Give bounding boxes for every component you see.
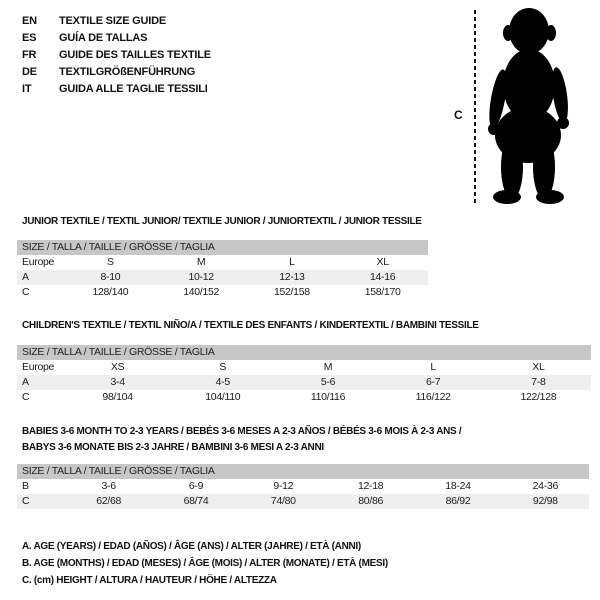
cell: 6-9 <box>188 480 204 492</box>
language-list <box>22 13 211 98</box>
cell: M <box>323 361 333 373</box>
cell: 12-13 <box>279 271 305 283</box>
cell: A <box>22 376 29 388</box>
language-row-it <box>22 81 211 98</box>
language-code: DE <box>22 66 37 78</box>
cell: 80/86 <box>358 495 384 507</box>
height-measure-dashed-line <box>474 10 476 206</box>
children-size-table <box>17 345 591 405</box>
cell: 9-12 <box>273 480 294 492</box>
cell: 7-8 <box>531 376 546 388</box>
height-measure-label: C <box>454 108 463 122</box>
cell: 122/128 <box>520 391 557 403</box>
language-row-de <box>22 64 211 81</box>
footnote-c: C. (cm) HEIGHT / ALTURA / HAUTEUR / HÖHE / ALTEZZA <box>22 575 277 586</box>
table-row <box>17 390 591 405</box>
size-bar: SIZE / TALLA / TAILLE / GRÖSSE / TAGLIA <box>17 240 428 255</box>
language-row-es <box>22 30 211 47</box>
cell: 10-12 <box>188 271 214 283</box>
cell: 152/158 <box>273 286 310 298</box>
cell: B <box>22 480 29 492</box>
cell: Europe <box>22 256 55 268</box>
cell: 8-10 <box>100 271 121 283</box>
cell: Europe <box>22 361 55 373</box>
cell: 68/74 <box>183 495 209 507</box>
cell: 86/92 <box>445 495 471 507</box>
cell: C <box>22 391 30 403</box>
baby-silhouette-icon <box>483 7 573 207</box>
cell: 4-5 <box>215 376 230 388</box>
cell: 158/170 <box>364 286 401 298</box>
language-row-en <box>22 13 211 30</box>
cell: 92/98 <box>532 495 558 507</box>
language-code: ES <box>22 32 37 44</box>
language-code: FR <box>22 49 37 61</box>
children-table <box>17 360 591 405</box>
cell: L <box>289 256 295 268</box>
cell: 128/140 <box>92 286 129 298</box>
footnote-b: B. AGE (MONTHS) / EDAD (MESES) / ÂGE (MOIS) / ALTER (MONATE) / ETÀ (MESI) <box>22 558 388 569</box>
language-label: GUÍA DE TALLAS <box>59 32 148 44</box>
cell: L <box>430 361 436 373</box>
section-title-junior: JUNIOR TEXTILE / TEXTIL JUNIOR/ TEXTILE JUNIOR / JUNIORTEXTIL / JUNIOR TESSILE <box>22 216 422 227</box>
section-title-children: CHILDREN'S TEXTILE / TEXTIL NIÑO/A / TEXTILE DES ENFANTS / KINDERTEXTIL / BAMBINI TESSILE <box>22 320 479 331</box>
language-code: IT <box>22 83 32 95</box>
footnote-a: A. AGE (YEARS) / EDAD (AÑOS) / ÂGE (ANS) / ALTER (JAHRE) / ETÀ (ANNI) <box>22 541 361 552</box>
cell: 104/110 <box>205 391 241 403</box>
babies-table <box>17 479 589 509</box>
cell: 6-7 <box>426 376 441 388</box>
cell: A <box>22 271 29 283</box>
cell: 18-24 <box>445 480 471 492</box>
language-label: GUIDE DES TAILLES TEXTILE <box>59 49 211 61</box>
language-label: TEXTILE SIZE GUIDE <box>59 15 167 27</box>
size-bar: SIZE / TALLA / TAILLE / GRÖSSE / TAGLIA <box>17 464 589 479</box>
table-row <box>17 494 589 509</box>
cell: M <box>196 256 206 268</box>
cell: S <box>107 256 114 268</box>
language-code: EN <box>22 15 37 27</box>
cell: XL <box>532 361 545 373</box>
language-label: GUIDA ALLE TAGLIE TESSILI <box>59 83 208 95</box>
cell: 110/116 <box>310 391 346 403</box>
language-label: TEXTILGRÖßENFÜHRUNG <box>59 66 196 78</box>
cell: C <box>22 286 30 298</box>
footnotes <box>22 538 388 589</box>
cell: 74/80 <box>270 495 296 507</box>
language-row-fr <box>22 47 211 64</box>
table-row <box>17 375 591 390</box>
junior-size-table <box>17 240 428 300</box>
table-row <box>17 285 428 300</box>
cell: 98/104 <box>102 391 133 403</box>
cell: 116/122 <box>415 391 451 403</box>
cell: XS <box>110 361 125 373</box>
cell: S <box>219 361 227 373</box>
cell: 140/152 <box>183 286 220 298</box>
table-row <box>17 255 428 270</box>
table-row <box>17 479 589 494</box>
cell: 3-6 <box>101 480 116 492</box>
cell: C <box>22 495 30 507</box>
cell: 14-16 <box>369 271 396 283</box>
cell: 24-36 <box>532 480 558 492</box>
size-bar: SIZE / TALLA / TAILLE / GRÖSSE / TAGLIA <box>17 345 591 360</box>
section-title-babies-line2: BABYS 3-6 MONATE BIS 2-3 JAHRE / BAMBINI 3-6 MESI A 2-3 ANNI <box>22 442 324 453</box>
babies-size-table <box>17 464 589 509</box>
cell: XL <box>376 256 389 268</box>
table-row <box>17 270 428 285</box>
section-title-babies-line1: BABIES 3-6 MONTH TO 2-3 YEARS / BEBÉS 3-6 MESES A 2-3 AÑOS / BÉBÉS 3-6 MOIS À 2-3 ANS / <box>22 426 462 437</box>
junior-table <box>17 255 428 300</box>
cell: 12-18 <box>357 480 384 492</box>
cell: 62/68 <box>96 495 122 507</box>
cell: 5-6 <box>320 376 336 388</box>
cell: 3-4 <box>110 376 125 388</box>
table-row <box>17 360 591 375</box>
